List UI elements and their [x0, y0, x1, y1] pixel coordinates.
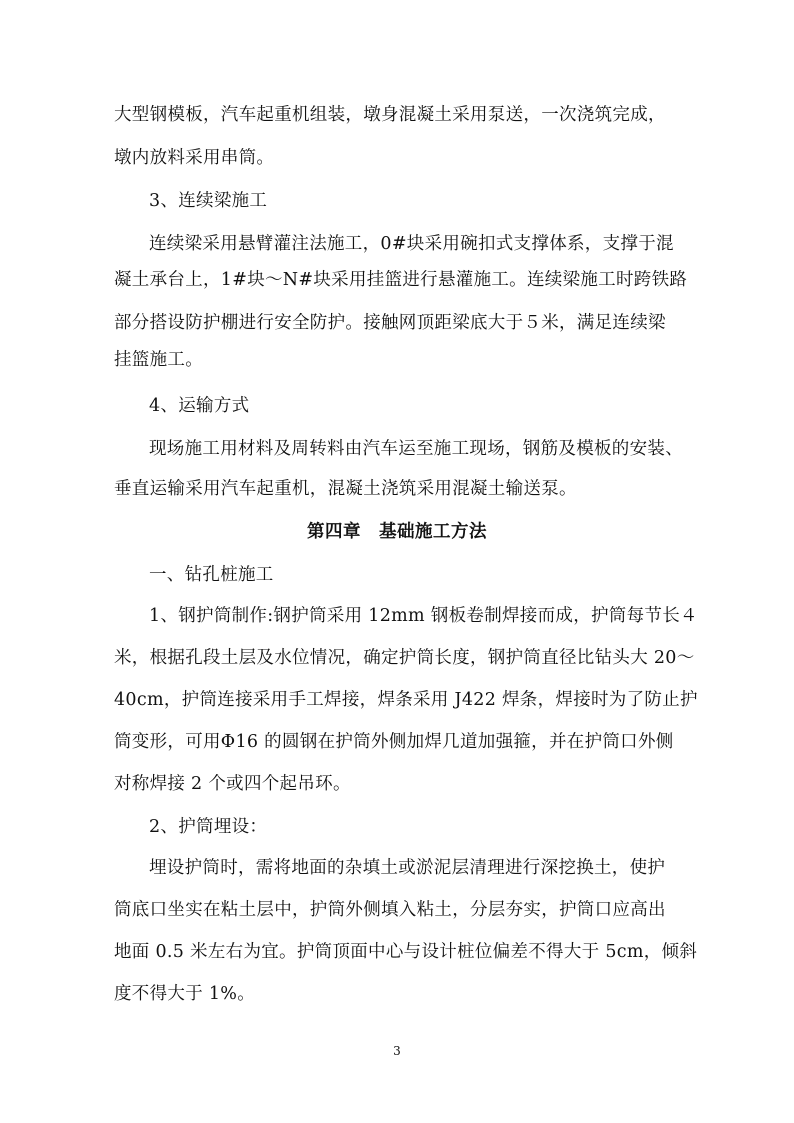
paragraph-1-line-2: 墩内放料采用串筒。: [114, 148, 275, 168]
section-heading-4: 4、运输方式: [149, 396, 250, 416]
paragraph-1-line-1: 大型钢模板，汽车起重机组装，墩身混凝土采用泵送，一次浇筑完成，: [114, 105, 666, 125]
paragraph-3-line-2: 垂直运输采用汽车起重机，混凝土浇筑采用混凝土输送泵。: [114, 479, 577, 499]
paragraph-2-line-3: 部分搭设防护棚进行安全防护。接触网顶距梁底大于５米，满足连续梁: [114, 313, 666, 333]
paragraph-4-line-2: 米，根据孔段土层及水位情况，确定护筒长度，钢护筒直径比钻头大 20～: [114, 648, 695, 668]
subsection-title-2: 2、护筒埋设：: [149, 817, 268, 837]
paragraph-5-line-1: 埋设护筒时，需将地面的杂填土或淤泥层清理进行深挖换土，使护: [149, 858, 666, 878]
paragraph-4-line-3: 40cm，护筒连接采用手工焊接，焊条采用 J422 焊条，焊接时为了防止护: [114, 690, 698, 710]
paragraph-2-line-2: 凝土承台上，1#块～N#块采用挂篮进行悬灌施工。连续梁施工时跨铁路: [114, 270, 688, 290]
paragraph-4-line-5: 对称焊接 2 个或四个起吊环。: [114, 774, 351, 794]
chapter-title: 第四章 基础施工方法: [307, 522, 487, 542]
paragraph-4-line-4: 筒变形，可用Φ16 的圆钢在护筒外侧加焊几道加强箍，并在护筒口外侧: [114, 732, 674, 752]
section-heading-3: 3、连续梁施工: [149, 191, 268, 211]
paragraph-5-line-3: 地面 0.5 米左右为宜。护筒顶面中心与设计桩位偏差不得大于 5cm，倾斜: [114, 942, 698, 962]
page-number: 3: [393, 1044, 401, 1058]
subsection-title-1: 一、钻孔桩施工: [149, 565, 274, 585]
paragraph-2-line-4: 挂篮施工。: [114, 350, 203, 370]
paragraph-2-line-1: 连续梁采用悬臂灌注法施工，0#块采用碗扣式支撑体系，支撑于混: [149, 234, 674, 254]
paragraph-5-line-2: 筒底口坐实在粘土层中，护筒外侧填入粘土，分层夯实，护筒口应高出: [114, 900, 666, 920]
paragraph-3-line-1: 现场施工用材料及周转料由汽车运至施工现场，钢筋及模板的安装、: [149, 439, 683, 459]
paragraph-4-line-1: 1、钢护筒制作:钢护筒采用 12mm 钢板卷制焊接而成，护筒每节长４: [149, 606, 698, 626]
paragraph-5-line-4: 度不得大于 1%。: [114, 984, 256, 1004]
